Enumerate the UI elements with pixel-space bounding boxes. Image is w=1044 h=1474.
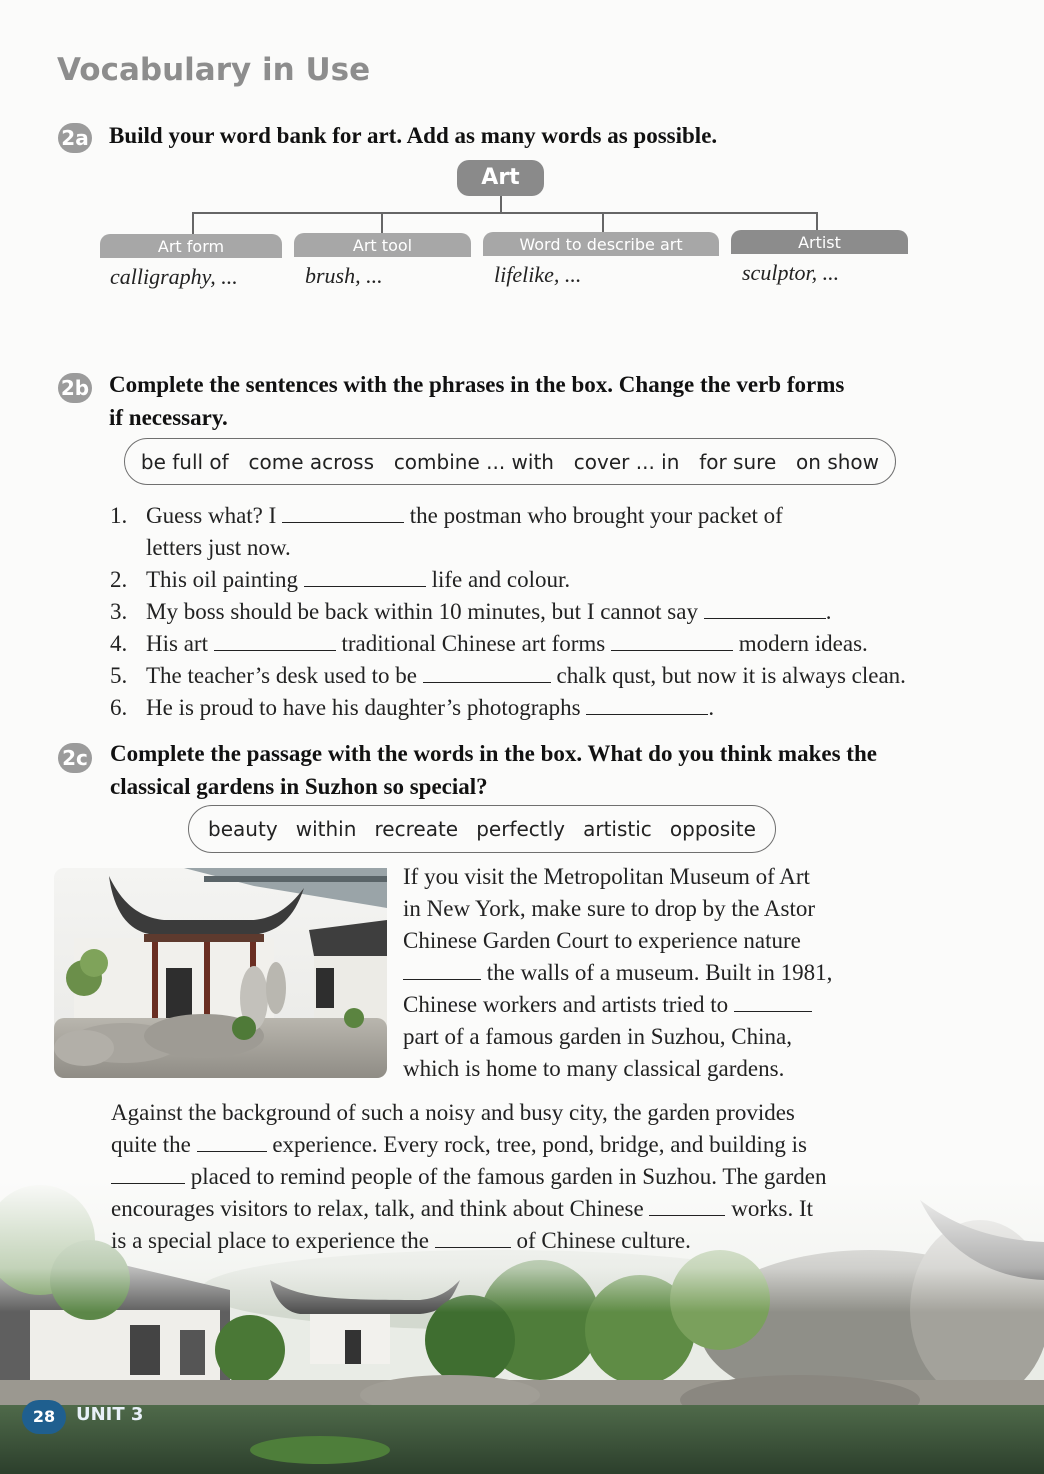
example-art-form: calligraphy, ...	[110, 264, 238, 289]
sentence-2: 2. This oil painting life and colour.	[110, 567, 571, 592]
word-box	[188, 805, 776, 853]
answer-blank[interactable]	[734, 991, 812, 1012]
passage-paragraph-1: If you visit the Metropolitan Museum of Art in New York, make sure to drop by the Astor Chinese Garden Court to experience nature the walls of a museum. Built in 1981, Chinese workers and artists tried to part of a famous garden in Suzhou, China, which is home to many classical gardens.	[403, 864, 833, 1081]
word-item: beauty	[208, 817, 278, 841]
answer-blank[interactable]	[197, 1131, 267, 1152]
answer-blank[interactable]	[435, 1227, 511, 1248]
section-title: Vocabulary in Use	[57, 52, 371, 88]
phrase-item: be full of	[140, 449, 229, 474]
phrase-item: combine ... with	[393, 449, 554, 474]
answer-blank[interactable]	[403, 959, 481, 980]
word-item: opposite	[669, 817, 756, 841]
word-bank-root: Art	[457, 160, 544, 196]
sentence-5: 5. The teacher’s desk used to be chalk qust, but now it is always clean.	[110, 663, 906, 688]
example-artist: sculptor, ...	[742, 260, 840, 285]
phrase-item: cover ... in	[573, 449, 680, 474]
exercise-2c-instruction: Complete the passage with the words in the box. What do you think makes the classical gardens in Suzhon so special?	[110, 741, 877, 799]
word-item: within	[295, 817, 357, 841]
phrase-box	[124, 438, 896, 485]
category-art-form: Art form	[100, 234, 282, 258]
exercise-badge-2a: 2a	[58, 123, 92, 153]
sentence-list	[110, 500, 910, 724]
word-item: artistic	[583, 817, 652, 841]
category-word-to-describe-art: Word to describe art	[483, 232, 719, 256]
phrase-item: come across	[248, 449, 375, 474]
word-item: perfectly	[476, 817, 565, 841]
phrase-item: for sure	[699, 449, 777, 474]
answer-blank[interactable]	[704, 598, 826, 619]
passage-paragraph-2: Against the background of such a noisy and busy city, the garden provides quite the experience. Every rock, tree, pond, bridge, and building is placed to remind people of the famous garden in Suzhou. The garden encourages visitors to relax, talk, and think about Chinese works. It is a special place to experience the of Chinese culture.	[111, 1100, 827, 1253]
example-word-to-describe-art: lifelike, ...	[494, 262, 582, 287]
answer-blank[interactable]	[214, 630, 336, 651]
page-number: 28	[22, 1400, 66, 1434]
word-item: recreate	[374, 817, 459, 841]
answer-blank[interactable]	[304, 566, 426, 587]
answer-blank[interactable]	[111, 1163, 185, 1184]
garden-court-photo	[54, 868, 387, 1078]
answer-blank[interactable]	[586, 694, 708, 715]
example-art-tool: brush, ...	[305, 263, 383, 288]
answer-blank[interactable]	[282, 502, 404, 523]
answer-blank[interactable]	[611, 630, 733, 651]
category-art-tool: Art tool	[294, 233, 471, 257]
exercise-badge-2c: 2c	[58, 743, 92, 773]
answer-blank[interactable]	[649, 1195, 725, 1216]
category-artist: Artist	[731, 230, 908, 254]
phrase-item: on show	[796, 449, 880, 474]
sentence-4: 4. His art traditional Chinese art forms modern ideas.	[110, 631, 868, 656]
unit-label: UNIT 3	[76, 1404, 144, 1425]
exercise-2a-instruction: Build your word bank for art. Add as many words as possible.	[109, 123, 718, 148]
answer-blank[interactable]	[423, 662, 551, 683]
sentence-1: 1. Guess what? I the postman who brought your packet of letters just now.	[110, 503, 783, 560]
exercise-2b-instruction: Complete the sentences with the phrases in the box. Change the verb forms if necessary.	[109, 372, 845, 430]
sentence-3: 3. My boss should be back within 10 minutes, but I cannot say .	[110, 599, 832, 624]
sentence-6: 6. He is proud to have his daughter’s photographs .	[110, 695, 715, 720]
exercise-badge-2b: 2b	[58, 373, 92, 403]
